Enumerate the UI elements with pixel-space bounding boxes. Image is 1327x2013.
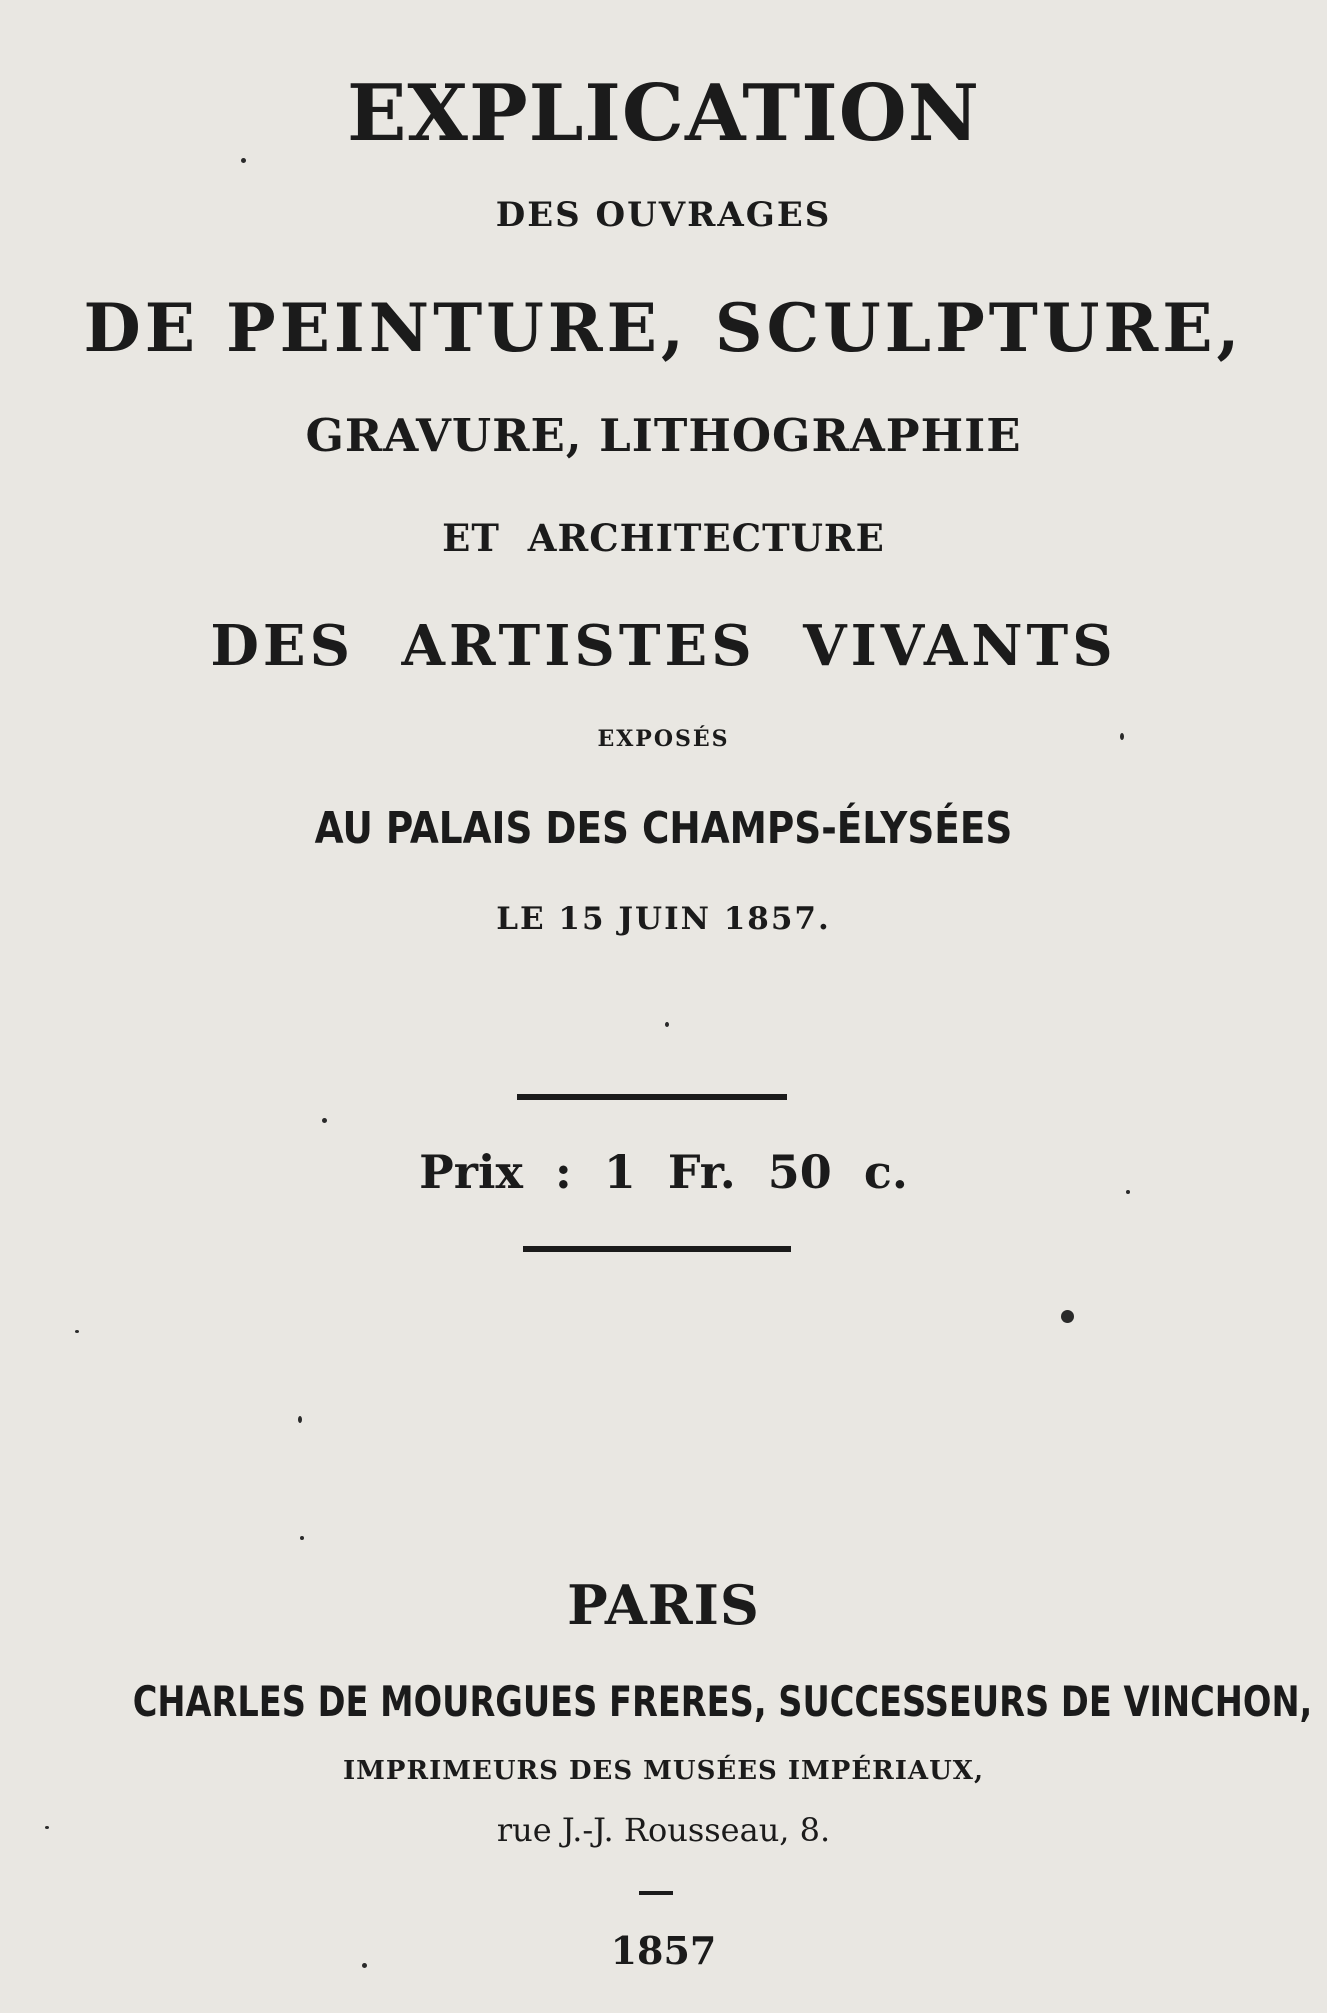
divider-bottom (523, 1246, 791, 1252)
imprint-city: PARIS (567, 1573, 760, 1637)
title-line-artistes: DES ARTISTES VIVANTS (210, 613, 1117, 679)
title-line-architecture: ET ARCHITECTURE (442, 516, 885, 560)
imprint-publisher: CHARLES DE MOURGUES FRERES, SUCCESSEURS DE VINCHON, (132, 1677, 1313, 1726)
paper-speck (1120, 733, 1124, 740)
title-line-exposes: EXPOSÉS (597, 726, 730, 752)
price-label: Prix : 1 Fr. 50 c. (419, 1145, 908, 1199)
title-line-palais: AU PALAIS DES CHAMPS-ÉLYSÉES (314, 803, 1013, 854)
paper-speck (322, 1118, 327, 1123)
paper-speck (75, 1330, 79, 1333)
title-line-peinture: DE PEINTURE, SCULPTURE, (83, 289, 1244, 367)
paper-speck (1061, 1310, 1074, 1323)
title-line-gravure: GRAVURE, LITHOGRAPHIE (305, 409, 1022, 462)
paper-speck (241, 158, 246, 163)
imprint-year: 1857 (610, 1928, 717, 1973)
imprint-address: rue J.-J. Rousseau, 8. (496, 1811, 831, 1849)
paper-speck (300, 1536, 304, 1540)
divider-short (639, 1891, 673, 1895)
title-line-ouvrages: DES OUVRAGES (495, 195, 832, 235)
paper-speck (298, 1416, 302, 1423)
paper-speck (1126, 1190, 1130, 1194)
imprint-printer-role: IMPRIMEURS DES MUSÉES IMPÉRIAUX, (342, 1756, 984, 1786)
paper-speck (45, 1826, 49, 1829)
title-main: EXPLICATION (346, 68, 981, 159)
divider-top (517, 1094, 787, 1100)
paper-speck (362, 1963, 367, 1968)
paper-speck (665, 1022, 669, 1027)
exhibition-date: LE 15 JUIN 1857. (496, 901, 831, 937)
